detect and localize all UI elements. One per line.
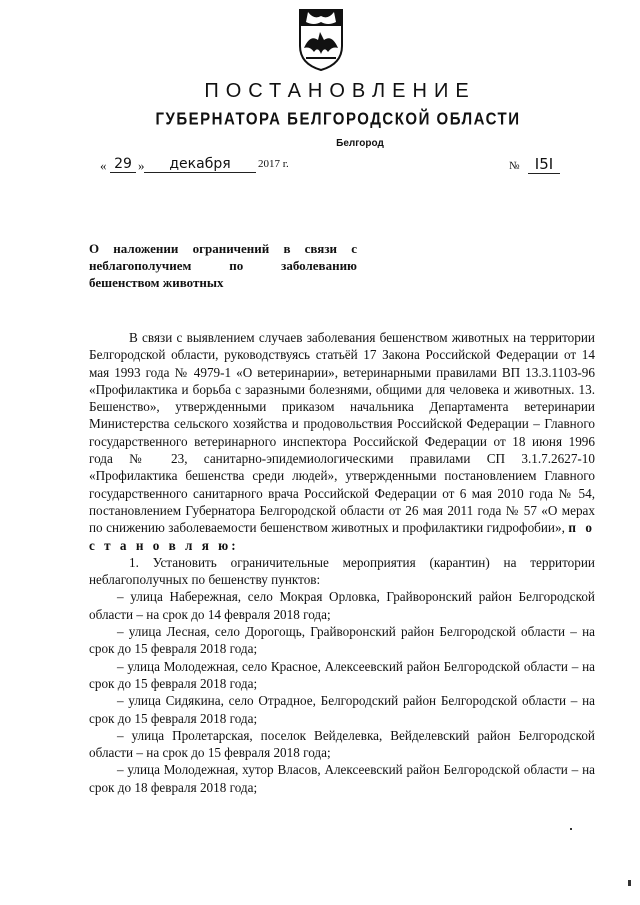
coat-of-arms-icon — [296, 6, 346, 72]
document-header — [0, 80, 640, 149]
date-month: декабря — [144, 156, 256, 173]
list-item: – улица Сидякина, село Отрадное, Белгородский район Белгородской области – на срок до 15 февраля 2018 года; — [89, 693, 595, 726]
list-item: – улица Молодежная, хутор Власов, Алексеевский район Белгородской области – на срок до 18 февраля 2018 года; — [89, 762, 595, 795]
issuer-title: ГУБЕРНАТОРА БЕЛГОРОДСКОЙ ОБЛАСТИ — [155, 109, 521, 130]
document-subject — [89, 240, 357, 291]
date-close-quote: » — [138, 158, 145, 173]
date-day: 29 — [110, 156, 136, 173]
subject-line: неблагополучием по заболеванию — [89, 258, 357, 273]
date-open-quote: « — [100, 158, 107, 173]
date-year: 2017 г. — [258, 158, 289, 170]
preamble-text: В связи с выявлением случаев заболевания бешенством животных на территории Белгородской области, руководствуясь статьёй 17 Закона Российской Федерации от 14 мая 1993 года № 4979-1 «О ветеринарии», ветеринарными правилами ВП 13.3.1103-96 «Профилактика и борьба с заразными болезнями, общими для человека и животных. 13. Бешенство», утвержденными приказом начальника Департамента ветеринарии Министерства сельского хозяйства и продовольствия Российской Федерации – Главного государственного ветеринарного инспектора Российской Федерации от 18 июня 1996 года № 23, санитарно-эпидемиологическими правилами СП 3.1.7.2627-10 «Профилактика бешенства среди людей», утвержденными постановлением Главного государственного санитарного врача Российской Федерации от 6 мая 2010 года № 54, постановлением Губернатора Белгородской области от 26 мая 2011 года № 57 «О мерах по снижению заболеваемости бешенством животных и профилактики гидрофобии», — [89, 330, 595, 536]
city-name: Белгород — [336, 138, 384, 149]
preamble-paragraph — [89, 329, 595, 554]
subject-line: О наложении ограничений в связи с — [89, 241, 357, 256]
document-body — [89, 329, 595, 796]
scan-artifact — [570, 828, 572, 830]
number-prefix: № — [509, 160, 520, 172]
scan-artifact — [628, 880, 631, 886]
list-item: – улица Пролетарская, поселок Вейделевка, Вейделевский район Белгородской области – на срок до 15 февраля 2018 года; — [89, 727, 595, 761]
point-1: 1. Установить ограничительные мероприятия (карантин) на территории неблагополучных по бешенству пунктов: — [89, 554, 595, 588]
decree-word: п о с т а н о в л я ю: — [89, 520, 596, 553]
document-number: I5I — [528, 155, 560, 174]
subject-line: бешенством животных — [89, 275, 224, 290]
date-number-line — [100, 155, 570, 178]
list-item: – улица Набережная, село Мокрая Орловка, Грайворонский район Белгородской области – на срок до 14 февраля 2018 года; — [89, 589, 595, 622]
list-item: – улица Лесная, село Дорогощь, Грайворонский район Белгородской области – на срок до 15 февраля 2018 года; — [89, 624, 595, 657]
list-item: – улица Молодежная, село Красное, Алексеевский район Белгородской области – на срок до 15 февраля 2018 года; — [89, 658, 595, 691]
document-type-title: ПОСТАНОВЛЕНИЕ — [204, 80, 476, 102]
